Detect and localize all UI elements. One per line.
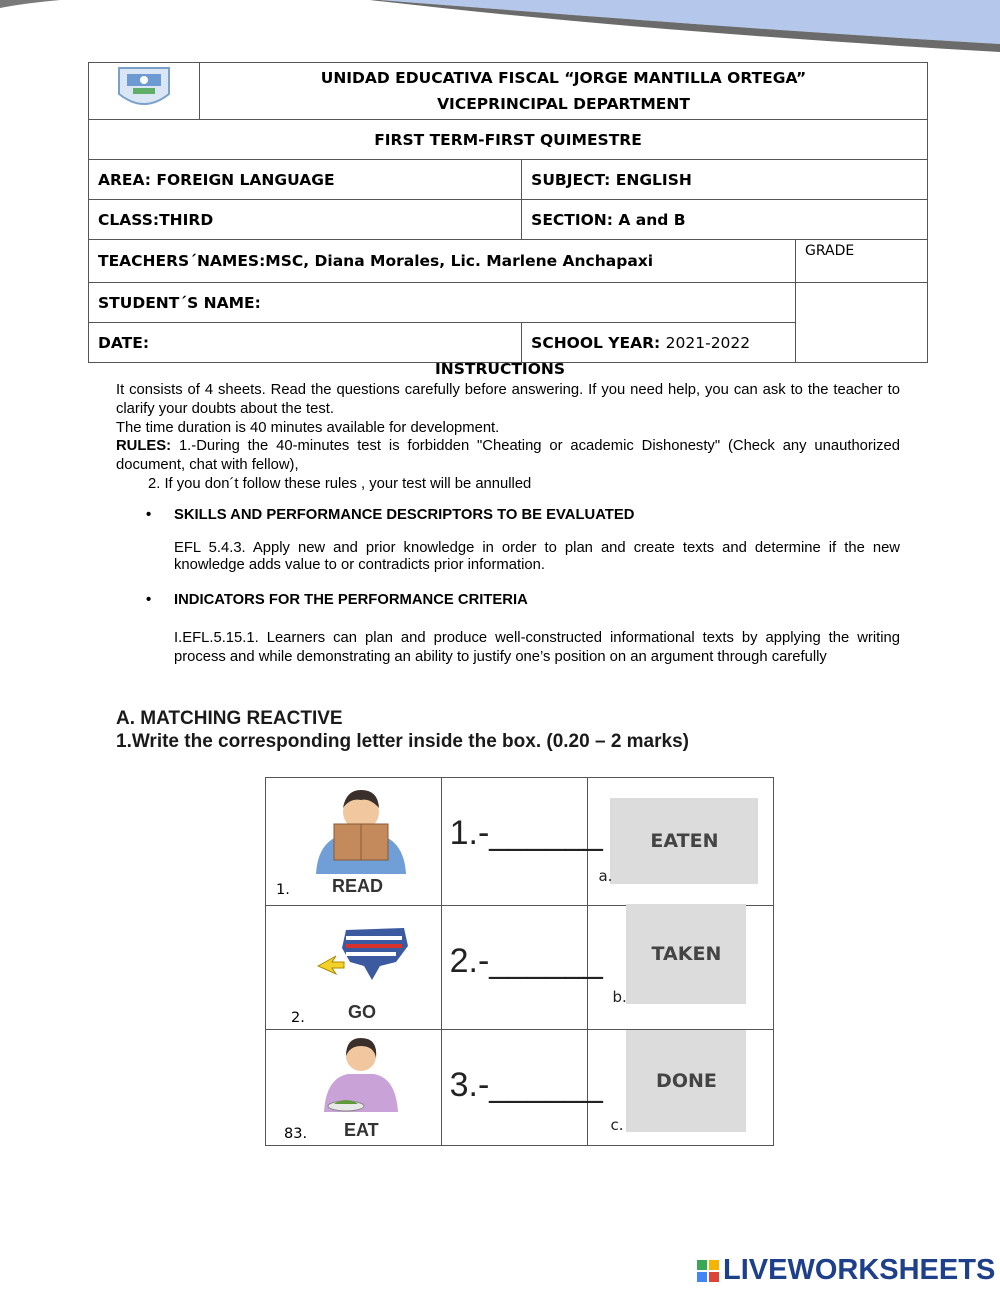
section-a-title: A. MATCHING REACTIVE: [116, 708, 343, 729]
matching-picture-cell: [266, 1030, 442, 1146]
subject-field: SUBJECT: ENGLISH: [522, 160, 928, 200]
school-year-value: 2021-2022: [665, 333, 751, 352]
student-name-label: STUDENT´S NAME:: [98, 293, 261, 312]
instructions-title: INSTRUCTIONS: [434, 360, 566, 378]
answer-blank[interactable]: 3.-______: [449, 1066, 603, 1104]
rules-paragraph: [116, 437, 900, 475]
row-number: 1.: [276, 882, 290, 898]
option-card: TAKEN: [626, 904, 746, 1004]
row-number: 83.: [284, 1126, 308, 1142]
option-card: DONE: [626, 1030, 746, 1132]
date-label: DATE:: [98, 333, 150, 352]
rule-2: 2. If you don´t follow these rules , your test will be annulled: [148, 476, 532, 492]
matching-picture-cell: [266, 778, 442, 906]
indicators-heading: INDICATORS FOR THE PERFORMANCE CRITERIA: [174, 592, 528, 608]
skills-heading: SKILLS AND PERFORMANCE DESCRIPTORS TO BE EVALUATED: [174, 507, 635, 523]
answer-cell[interactable]: [441, 1030, 603, 1146]
school-year-field: [522, 323, 796, 363]
eating-person-icon: [316, 1034, 406, 1114]
skills-descriptor: EFL 5.4.3. Apply new and prior knowledge in order to plan and create texts and determine if the new knowledge adds value to or contradicts prior information.: [174, 540, 900, 573]
section-a-question: 1.Write the corresponding letter inside the box. (0.20 – 2 marks): [116, 731, 689, 752]
row-number: 2.: [291, 1010, 305, 1026]
header-table: [88, 62, 928, 363]
bullet-dot-icon: •: [146, 507, 152, 523]
verb-label: EAT: [344, 1120, 379, 1140]
grade-label: GRADE: [796, 240, 928, 283]
school-logo-cell: [89, 63, 200, 120]
grade-box[interactable]: [796, 283, 928, 363]
rules-text: 1.-During the 40-minutes test is forbidden "Cheating or academic Dishonesty" (Check any unauthorized document, chat with fellow),: [116, 438, 900, 473]
school-crest-icon: [113, 64, 175, 114]
department-name: VICEPRINCIPAL DEPARTMENT: [437, 95, 690, 113]
school-year-label: SCHOOL YEAR:: [531, 333, 661, 352]
class-field: CLASS:THIRD: [89, 200, 522, 240]
option-letter: a.: [598, 867, 613, 885]
option-cell: [588, 778, 774, 906]
answer-blank[interactable]: 2.-______: [449, 942, 603, 980]
rules-label: RULES:: [116, 438, 172, 454]
matching-picture-cell: [266, 906, 442, 1030]
bullet-dot-icon: •: [146, 592, 152, 608]
area-field: AREA: FOREIGN LANGUAGE: [89, 160, 522, 200]
student-name-field[interactable]: [89, 283, 796, 323]
option-letter: c.: [610, 1116, 624, 1134]
answer-cell[interactable]: [441, 906, 603, 1030]
section-field: SECTION: A and B: [522, 200, 928, 240]
header-decoration: [0, 0, 1000, 70]
date-field[interactable]: [89, 323, 522, 363]
option-cell: [588, 1030, 774, 1146]
reading-person-icon: [306, 784, 416, 874]
indicators-text: I.EFL.5.15.1. Learners can plan and produce well-constructed informational texts by applying the writing process and while demonstrating an ability to justify one’s position on an argument through carefully: [174, 630, 900, 665]
liveworksheets-icon: [697, 1260, 719, 1282]
matching-table: [265, 777, 774, 1146]
answer-cell[interactable]: [441, 778, 603, 906]
school-name: UNIDAD EDUCATIVA FISCAL “JORGE MANTILLA ORTEGA”: [320, 69, 807, 87]
verb-label: READ: [332, 876, 384, 896]
liveworksheets-brand: LIVEWORKSHEETS: [723, 1254, 996, 1286]
teachers-field: TEACHERS´NAMES:MSC, Diana Morales, Lic. Marlene Anchapaxi: [89, 240, 796, 283]
option-letter: b.: [612, 988, 627, 1006]
liveworksheets-logo: [697, 1254, 995, 1287]
instructions-para2: The time duration is 40 minutes available for development.: [116, 420, 500, 436]
verb-label: GO: [348, 1002, 377, 1022]
term: FIRST TERM-FIRST QUIMESTRE: [89, 120, 928, 160]
option-card: EATEN: [610, 798, 758, 884]
answer-blank[interactable]: 1.-______: [449, 814, 603, 852]
instructions-para1: It consists of 4 sheets. Read the questions carefully before answering. If you need help, you can ask to the teacher to clarify your doubts about the test.: [116, 382, 900, 417]
option-cell: [588, 906, 774, 1030]
usa-map-icon: [316, 922, 416, 986]
school-title-cell: [200, 63, 928, 120]
